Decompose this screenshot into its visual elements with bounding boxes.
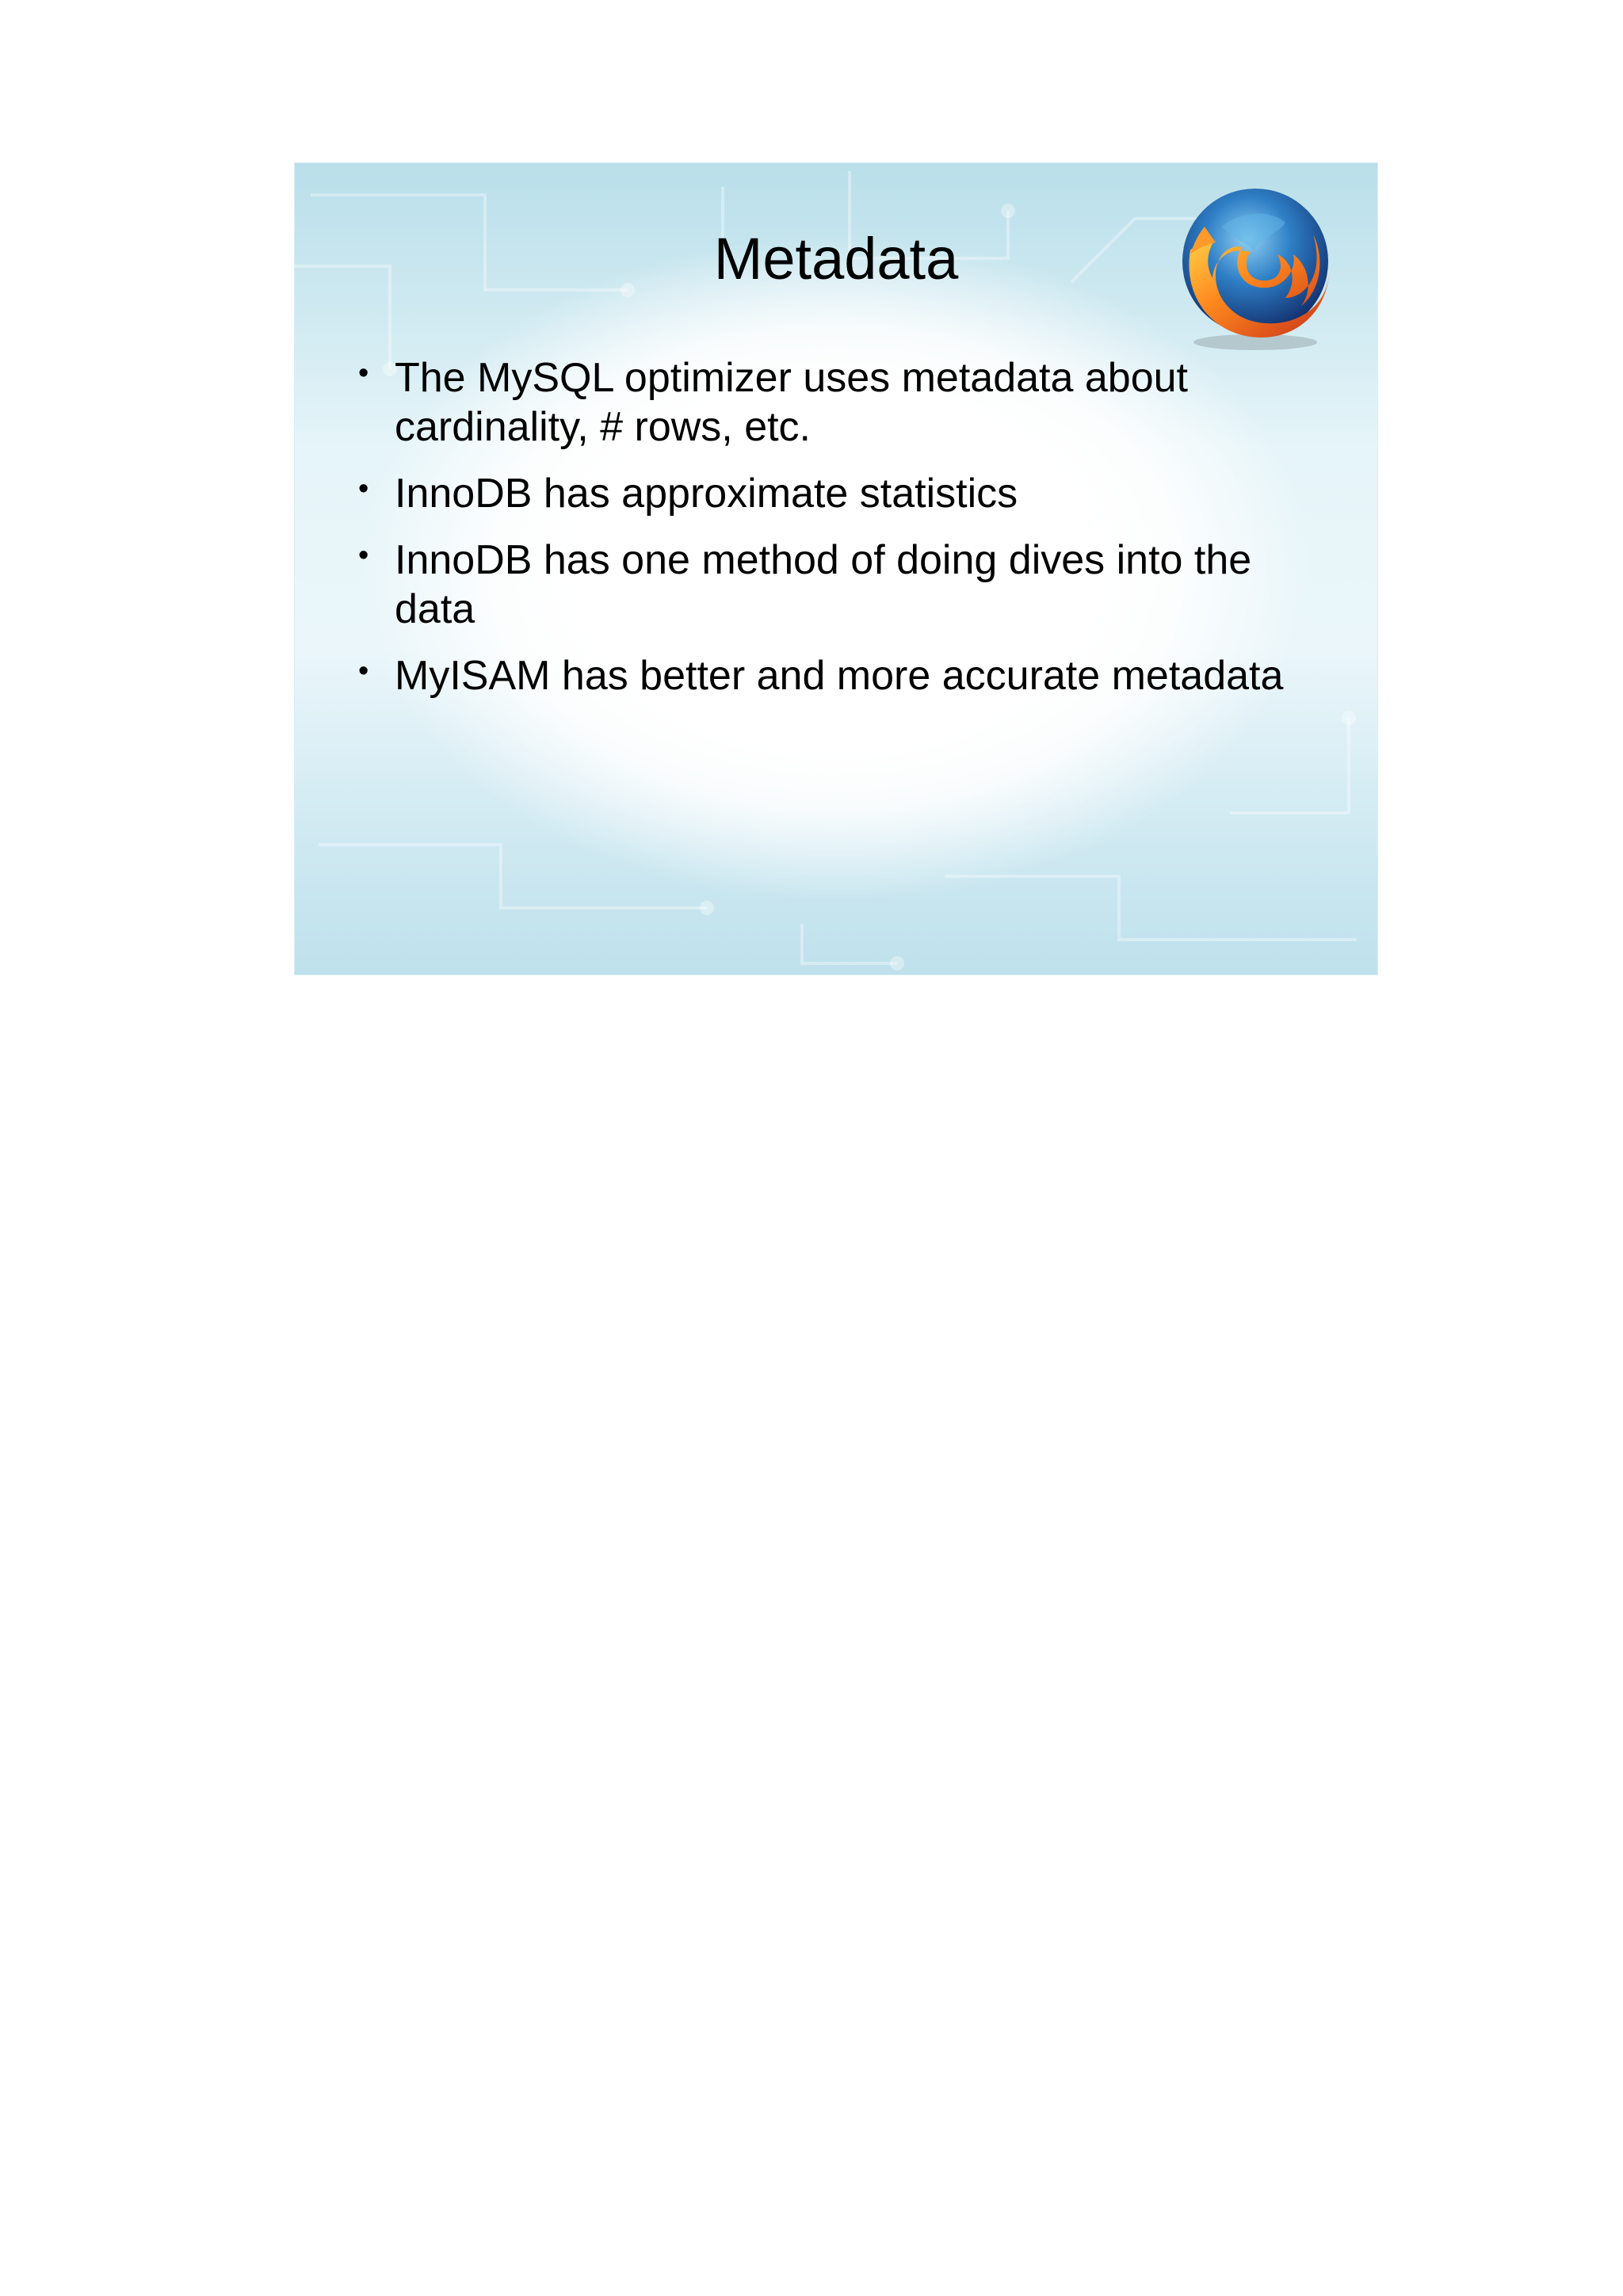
bullet-marker: • [358,654,369,688]
slide-title: Metadata [713,226,959,292]
bullet-item [358,536,1333,634]
firefox-logo-icon [1167,179,1341,353]
bullet-marker: • [358,357,369,390]
bullet-item [358,469,1333,518]
bullet-text: InnoDB has approximate statistics [395,471,1018,517]
slide [295,163,1377,974]
bullet-item [358,353,1333,452]
bullet-text: MyISAM has better and more accurate metadata [395,653,1284,699]
bullet-marker: • [358,472,369,505]
bullet-text: InnoDB has one method of doing dives into the data [395,537,1252,632]
bullet-marker: • [358,539,369,572]
bullet-item [358,651,1333,700]
bullet-list [358,353,1333,718]
bullet-text: The MySQL optimizer uses metadata about cardinality, # rows, etc. [395,355,1188,450]
